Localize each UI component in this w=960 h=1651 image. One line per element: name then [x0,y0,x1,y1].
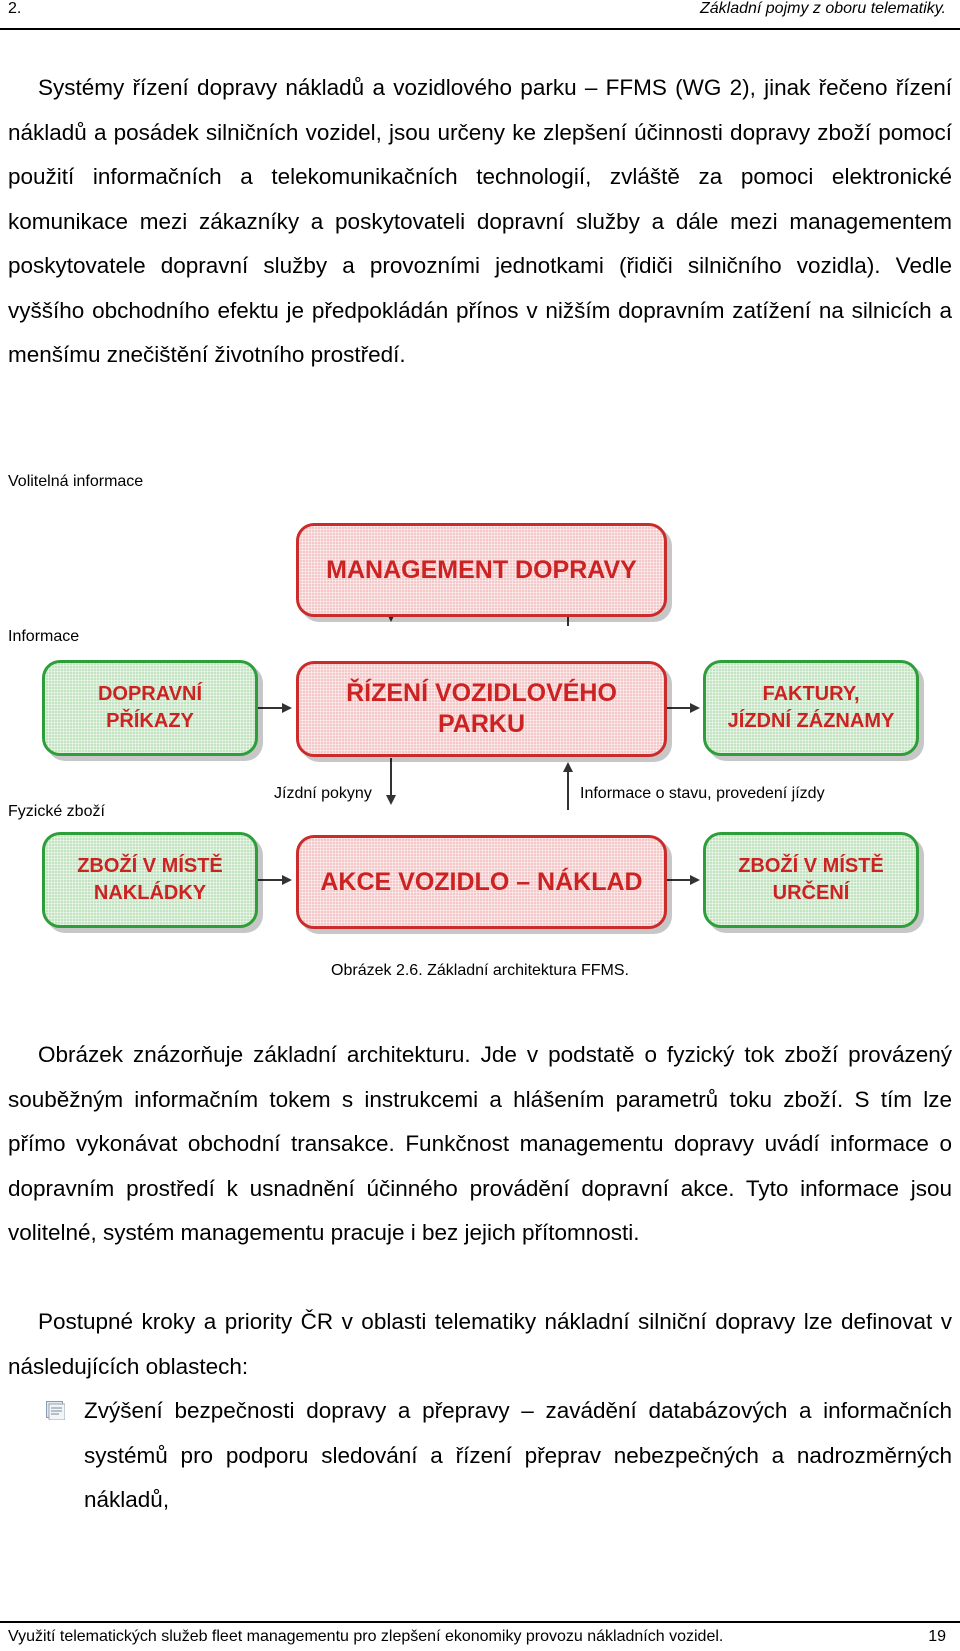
list-bullet-icon [46,1401,65,1420]
box-invoices-driving-records [703,660,919,756]
figure-caption: Obrázek 2.6. Základní architektura FFMS. [331,962,629,979]
box-text-line: AKCE VOZIDLO – NÁKLAD [320,867,643,896]
page-header [0,0,960,30]
box-vehicle-cargo-action [296,835,667,929]
ffms-architecture-diagram [0,473,960,1000]
list-item-text: Zvýšení bezpečnosti dopravy a přepravy – zavádění databázových a informačních systémů pro podporu sledování a řízení přeprav nebezpečných a nadrozměrných nákladů, [84,1398,952,1512]
box-text-line: PARKU [437,710,526,738]
steps-paragraph: Postupné kroky a priority ČR v oblasti telematiky nákladní silniční dopravy lze definovat v následujících oblastech: [8,1309,952,1379]
label-physical-goods: Fyzické zboží [8,803,105,820]
intro-paragraph: Systémy řízení dopravy nákladů a vozidlového parku – FFMS (WG 2), jinak řečeno řízení nákladů a posádek silničních vozidel, jsou určeny ke zlepšení účinnosti dopravy zboží pomocí použití informačních a telekomunikačních technologií, zvláště za pomoci elektronické komunikace mezi zákazníky a poskytovateli dopravní služby a dále mezi managementem poskytovatele dopravní služby a provozními jednotkami (řidiči silničního vozidla). Vedle vyššího obchodního efektu je předpokládán přínos v nižším dopravním zatížení na silnicích a menšímu znečištění životního prostředí. [8,75,952,367]
page-number: 19 [928,1628,946,1645]
label-status-information: Informace o stavu, provedení jízdy [580,785,825,802]
header-divider [0,28,960,30]
box-transport-orders [42,660,258,756]
box-text-line: PŘÍKAZY [106,710,194,732]
label-information: Informace [8,628,80,645]
box-text-line: NAKLÁDKY [93,882,207,904]
chapter-number: 2. [8,0,22,17]
box-text-line: ZBOŽÍ V MÍSTĚ [77,855,223,877]
box-goods-at-destination [703,832,919,928]
footer-divider [0,1621,960,1623]
chapter-title: Základní pojmy z oboru telematiky. [699,0,946,17]
label-optional-information: Volitelná informace [8,473,144,490]
box-text-line: ZBOŽÍ V MÍSTĚ [738,855,884,877]
box-text-line: MANAGEMENT DOPRAVY [326,555,637,584]
box-transport-management [296,523,667,617]
box-text-line: DOPRAVNÍ [97,683,203,705]
footer-text: Využití telematických služeb fleet managementu pro zlepšení ekonomiky provozu nákladních vozidel. [8,1628,724,1645]
box-text-line: JÍZDNÍ ZÁZNAMY [727,710,895,732]
box-text-line: URČENÍ [772,882,850,904]
box-fleet-management [296,661,667,757]
box-goods-at-loading [42,832,258,928]
box-text-line: ŘÍZENÍ VOZIDLOVÉHO [346,679,617,707]
description-paragraph: Obrázek znázorňuje základní architekturu. Jde v podstatě o fyzický tok zboží provázený souběžným informačním tokem s instrukcemi a hlášením parametrů toku zboží. S tím lze přímo vykonávat obchodní transakce. Funkčnost managementu dopravy uvádí informace o dopravním prostředí k usnadnění účinného provádění dopravní akce. Tyto informace jsou volitelné, systém managementu pracuje i bez jejich přítomnosti. [8,1042,952,1245]
label-driving-instructions: Jízdní pokyny [274,785,372,802]
box-text-line: FAKTURY, [762,683,860,705]
